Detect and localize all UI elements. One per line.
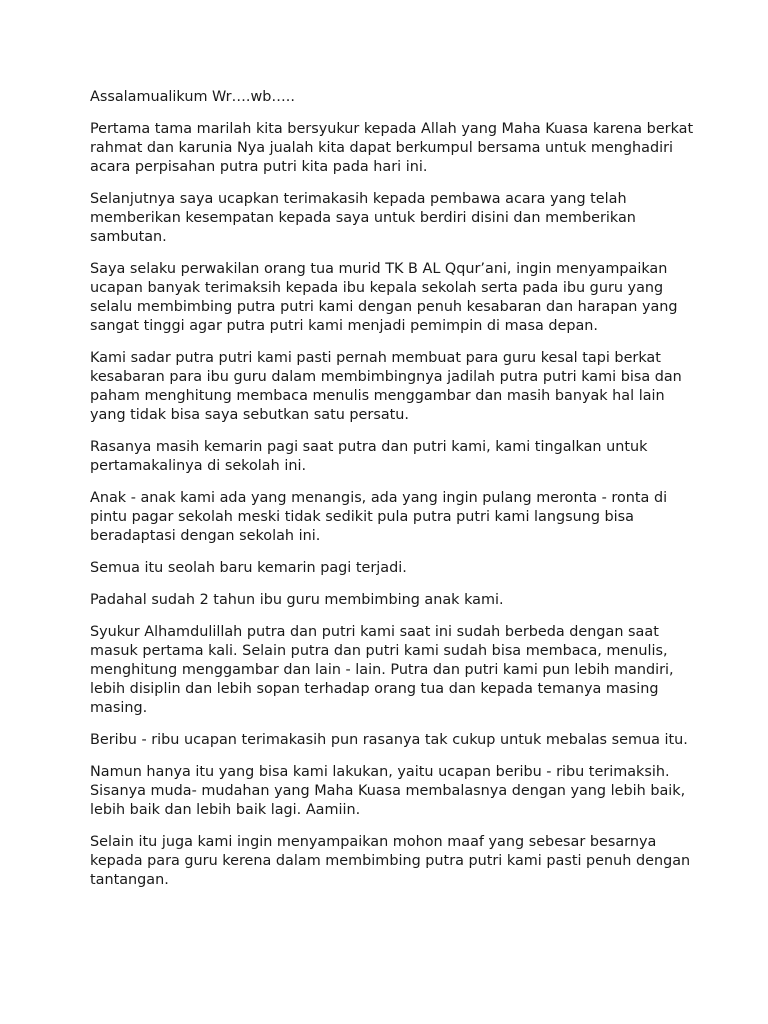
body-paragraph: Anak - anak kami ada yang menangis, ada yang ingin pulang meronta - ronta di pintu pagar sekolah meski tidak sedikit pula putra putri kami langsung bisa beradaptasi dengan sekolah ini. (90, 490, 668, 544)
body-paragraph: Saya selaku perwakilan orang tua murid TK B AL Qqur’ani, ingin menyampaikan ucapan banyak terimaksih kepada ibu kepala sekolah serta pada ibu guru yang selalu membimbing putra putri kami dengan penuh kesabaran dan harapan yang sangat tinggi agar putra putri kami menjadi pemimpin di masa depan. (90, 261, 678, 334)
body-paragraph: Beribu - ribu ucapan terimakasih pun rasanya tak cukup untuk mebalas semua itu. (90, 732, 688, 748)
body-paragraph: Selanjutnya saya ucapkan terimakasih kepada pembawa acara yang telah memberikan kesempatan kepada saya untuk berdiri disini dan memberikan sambutan. (90, 191, 636, 245)
body-paragraph: Padahal sudah 2 tahun ibu guru membimbing anak kami. (90, 592, 504, 608)
greeting-paragraph: Assalamualikum Wr….wb….. (90, 89, 295, 105)
body-paragraph: Namun hanya itu yang bisa kami lakukan, yaitu ucapan beribu - ribu terimaksih. Sisanya muda- mudahan yang Maha Kuasa membalasnya dengan yang lebih baik, lebih baik dan lebih baik lagi. Aamiin. (90, 764, 686, 818)
body-paragraph: Rasanya masih kemarin pagi saat putra dan putri kami, kami tingalkan untuk pertamakalinya di sekolah ini. (90, 439, 648, 474)
body-paragraph: Kami sadar putra putri kami pasti pernah membuat para guru kesal tapi berkat kesabaran para ibu guru dalam membimbingnya jadilah putra putri kami bisa dan paham menghitung membaca menulis menggambar dan masih banyak hal lain yang tidak bisa saya sebutkan satu persatu. (90, 350, 682, 423)
body-paragraph: Syukur Alhamdulillah putra dan putri kami saat ini sudah berbeda dengan saat masuk pertama kali. Selain putra dan putri kami sudah bisa membaca, menulis, menghitung menggambar dan lain - lain. Putra dan putri kami pun lebih mandiri, lebih disiplin dan lebih sopan terhadap orang tua dan kepada temanya masing masing. (90, 624, 674, 716)
body-paragraph: Pertama tama marilah kita bersyukur kepada Allah yang Maha Kuasa karena berkat rahmat dan karunia Nya jualah kita dapat berkumpul bersama untuk menghadiri acara perpisahan putra putri kita pada hari ini. (90, 121, 694, 175)
body-paragraph: Selain itu juga kami ingin menyampaikan mohon maaf yang sebesar besarnya kepada para guru kerena dalam membimbing putra putri kami pasti penuh dengan tantangan. (90, 834, 691, 888)
body-paragraph: Semua itu seolah baru kemarin pagi terjadi. (90, 560, 407, 576)
